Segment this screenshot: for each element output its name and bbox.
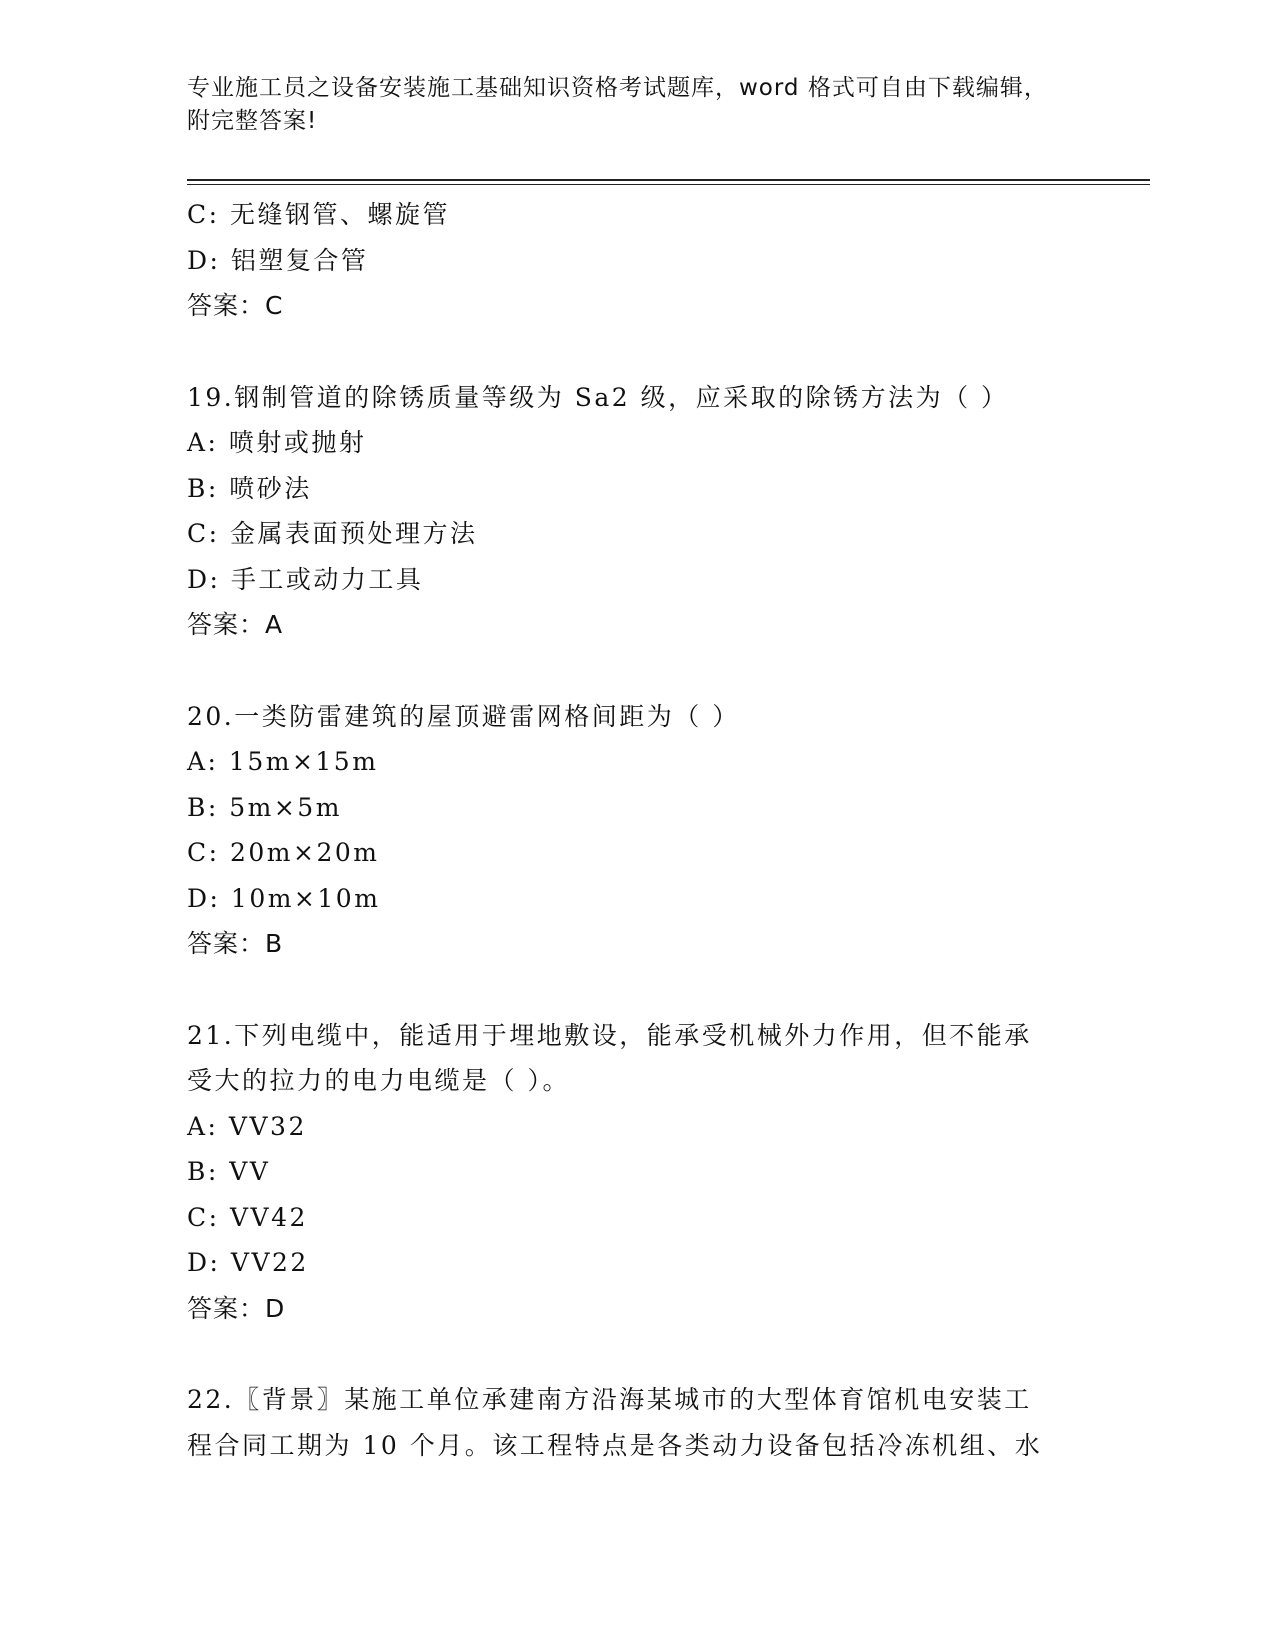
option-d: D: 铝塑复合管 bbox=[187, 245, 369, 275]
option-d: D: VV22 bbox=[187, 1248, 309, 1277]
option-c: C: VV42 bbox=[187, 1202, 308, 1232]
question-18-tail bbox=[187, 192, 1087, 329]
question-22 bbox=[187, 1377, 1087, 1468]
answer-line: 答案：D bbox=[187, 1293, 286, 1323]
spacer bbox=[187, 1331, 1087, 1377]
header-line-2: 附完整答案! bbox=[187, 108, 318, 134]
option-c: C: 20m×20m bbox=[187, 838, 380, 867]
question-stem: 20.一类防雷建筑的屋顶避雷网格间距为（ ） bbox=[187, 701, 740, 731]
option-b: B: 5m×5m bbox=[187, 792, 342, 822]
spacer bbox=[187, 967, 1087, 1013]
answer-line: 答案：B bbox=[187, 929, 284, 958]
option-a: A: 15m×15m bbox=[187, 747, 379, 776]
option-a: A: 喷射或抛射 bbox=[187, 428, 367, 457]
header-line-1: 专业施工员之设备安装施工基础知识资格考试题库，word 格式可自由下载编辑， bbox=[187, 75, 1048, 101]
option-d: D: 10m×10m bbox=[187, 883, 381, 913]
answer-line: 答案：A bbox=[187, 610, 284, 639]
document-header bbox=[187, 72, 1087, 138]
answer-line: 答案：C bbox=[187, 291, 284, 320]
option-b: B: 喷砂法 bbox=[187, 473, 312, 503]
question-19 bbox=[187, 375, 1087, 648]
spacer bbox=[187, 329, 1087, 375]
spacer bbox=[187, 648, 1087, 694]
question-20 bbox=[187, 694, 1087, 967]
option-c: C: 无缝钢管、螺旋管 bbox=[187, 200, 450, 229]
question-stem-line-2: 程合同工期为 10 个月。该工程特点是各类动力设备包括冷冻机组、水 bbox=[187, 1430, 1043, 1460]
question-stem-line-1: 22.〖背景〗某施工单位承建南方沿海某城市的大型体育馆机电安装工 bbox=[187, 1385, 1032, 1414]
question-stem-line-2: 受大的拉力的电力电缆是（ ）。 bbox=[187, 1066, 570, 1095]
question-stem-line-1: 21.下列电缆中，能适用于埋地敷设，能承受机械外力作用，但不能承 bbox=[187, 1020, 1032, 1050]
header-divider-thin bbox=[187, 184, 1150, 185]
header-divider-thick bbox=[187, 179, 1150, 181]
question-list bbox=[187, 192, 1087, 1468]
option-c: C: 金属表面预处理方法 bbox=[187, 519, 478, 548]
option-a: A: VV32 bbox=[187, 1111, 307, 1141]
question-stem: 19.钢制管道的除锈质量等级为 Sa2 级，应采取的除锈方法为（ ） bbox=[187, 382, 1009, 412]
question-21 bbox=[187, 1013, 1087, 1332]
option-d: D: 手工或动力工具 bbox=[187, 564, 424, 594]
option-b: B: VV bbox=[187, 1157, 271, 1186]
